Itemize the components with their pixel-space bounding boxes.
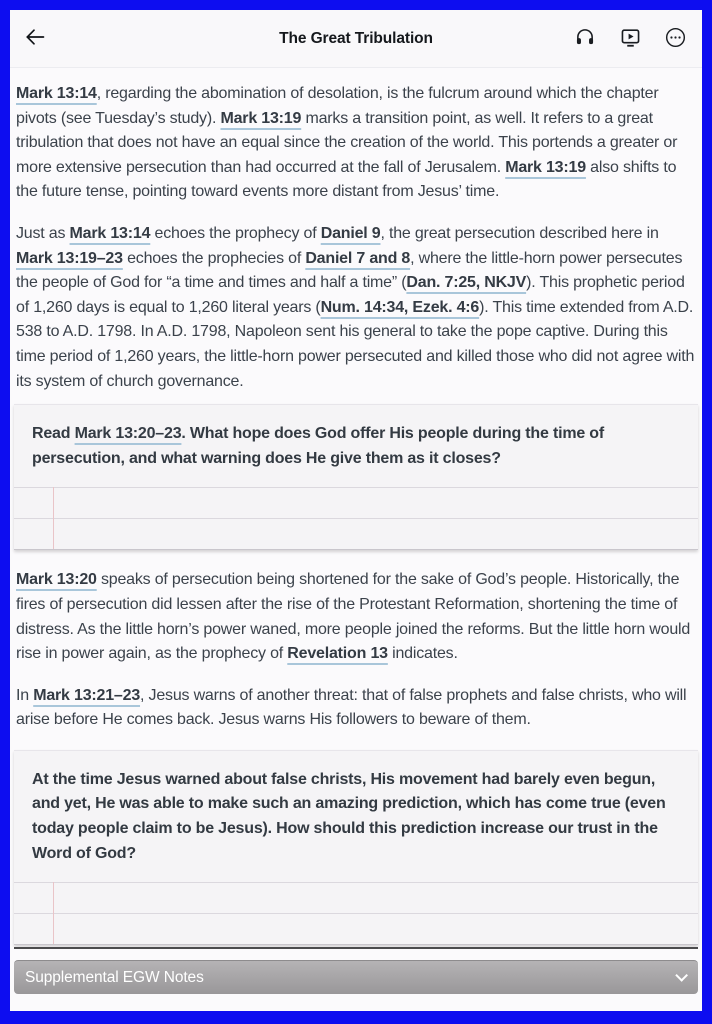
- verse-link[interactable]: Mark 13:19: [220, 109, 302, 127]
- egw-notes-bar[interactable]: [14, 960, 698, 994]
- text-segment: , the great persecution described here in: [380, 224, 659, 242]
- text-segment: speaks of persecution being shortened for the sake of God’s people. Historically, the fires of persecution did lessen after the rise of the Protestant Reformation, shortening the time of distress. As the little horn’s power waned, more people joined the reforms. But the little horn would rise in power again, as the prophecy of: [16, 571, 691, 663]
- text-segment: indicates.: [387, 645, 458, 663]
- verse-link[interactable]: Mark 13:19–23: [16, 249, 123, 267]
- paragraph: [16, 684, 696, 733]
- content-scroll[interactable]: [10, 68, 702, 947]
- text-segment: . What hope does God offer His people during the time of persecution, and what warning does He give them as it closes?: [32, 425, 604, 467]
- text-segment: echoes the prophecy of: [150, 224, 321, 242]
- chevron-down-icon: [675, 969, 688, 982]
- note-line[interactable]: [14, 487, 698, 518]
- text-segment: , regarding the abomination of desolation, is the fulcrum around which the chapter pivots (see Tuesday’s study).: [16, 85, 659, 127]
- text-segment: Just as: [16, 224, 70, 242]
- note-lines: [14, 882, 698, 944]
- header-actions: [572, 26, 688, 52]
- text-segment: echoes the prophecies of: [122, 249, 306, 267]
- verse-link[interactable]: Mark 13:14: [16, 85, 97, 102]
- text-segment: , Jesus warns of another threat: that of false prophets and false christs, who will arise before He comes back. Jesus warns His followers to beware of them.: [16, 686, 687, 729]
- video-player-icon: [619, 26, 642, 52]
- text-segment: ). This time extended from A.D. 538 to A.D. 1798. In A.D. 1798, Napoleon sent his general to take the pope captive. During this time period of 1,260 years, the little-horn power persecuted and killed those who did not agree with its system of church governance.: [16, 298, 695, 390]
- verse-link[interactable]: Daniel 9: [320, 224, 381, 242]
- egw-notes-label: Supplemental EGW Notes: [25, 968, 204, 986]
- verse-link[interactable]: Mark 13:20–23: [74, 425, 182, 443]
- headphones-icon: [574, 26, 596, 51]
- text-segment: marks a transition point, as well. It refers to a great tribulation that does not have an equal since the creation of the world. This portends a greater or more extensive persecution than had occurred at the fall of Jerusalem.: [16, 109, 678, 176]
- text-segment: , where the little-horn power persecutes the people of God for “a time and times and half a time” (: [16, 249, 683, 292]
- question-text: [14, 751, 698, 882]
- listen-button[interactable]: [572, 26, 598, 52]
- text-segment: Read: [32, 425, 75, 443]
- video-button[interactable]: [617, 26, 643, 52]
- note-line[interactable]: [14, 518, 698, 549]
- arrow-left-icon: [23, 25, 47, 52]
- back-button[interactable]: [18, 22, 52, 56]
- footer: [10, 947, 702, 1011]
- verse-link[interactable]: Mark 13:19: [505, 158, 586, 176]
- header: [10, 10, 702, 68]
- lesson-app: [10, 10, 702, 1011]
- more-options-button[interactable]: [662, 26, 688, 52]
- question-box: [14, 750, 698, 945]
- question-box: [14, 404, 698, 550]
- note-line[interactable]: [14, 882, 698, 913]
- verse-link[interactable]: Dan. 7:25, NKJV: [406, 274, 527, 292]
- note-lines: [14, 487, 698, 549]
- verse-link[interactable]: Revelation 13: [287, 645, 388, 663]
- verse-link[interactable]: Mark 13:14: [69, 224, 151, 242]
- verse-link[interactable]: Mark 13:21–23: [33, 686, 141, 704]
- page-title: The Great Tribulation: [279, 29, 433, 47]
- verse-link[interactable]: Num. 14:34, Ezek. 4:6: [320, 298, 480, 316]
- egw-divider: [14, 947, 698, 949]
- note-line[interactable]: [14, 913, 698, 944]
- text-segment: ). This prophetic period of 1,260 days is equal to 1,260 literal years (: [16, 274, 685, 316]
- paragraph: [16, 82, 696, 205]
- verse-link[interactable]: Daniel 7 and 8: [305, 249, 411, 267]
- text-segment: In: [16, 686, 34, 704]
- verse-link[interactable]: Mark 13:20: [16, 571, 97, 589]
- text-segment: also shifts to the future tense, pointing toward events more distant from Jesus’ time.: [16, 158, 677, 201]
- paragraph: [16, 222, 696, 394]
- more-options-icon: [664, 26, 687, 52]
- question-text: [14, 405, 698, 487]
- paragraph: [16, 568, 696, 666]
- text-segment: At the time Jesus warned about false christs, His movement had barely even begun, and yet, He was able to make such an amazing prediction, which has come true (even today people claim to be Jesus). How should this prediction increase our trust in the Word of God?: [32, 770, 666, 862]
